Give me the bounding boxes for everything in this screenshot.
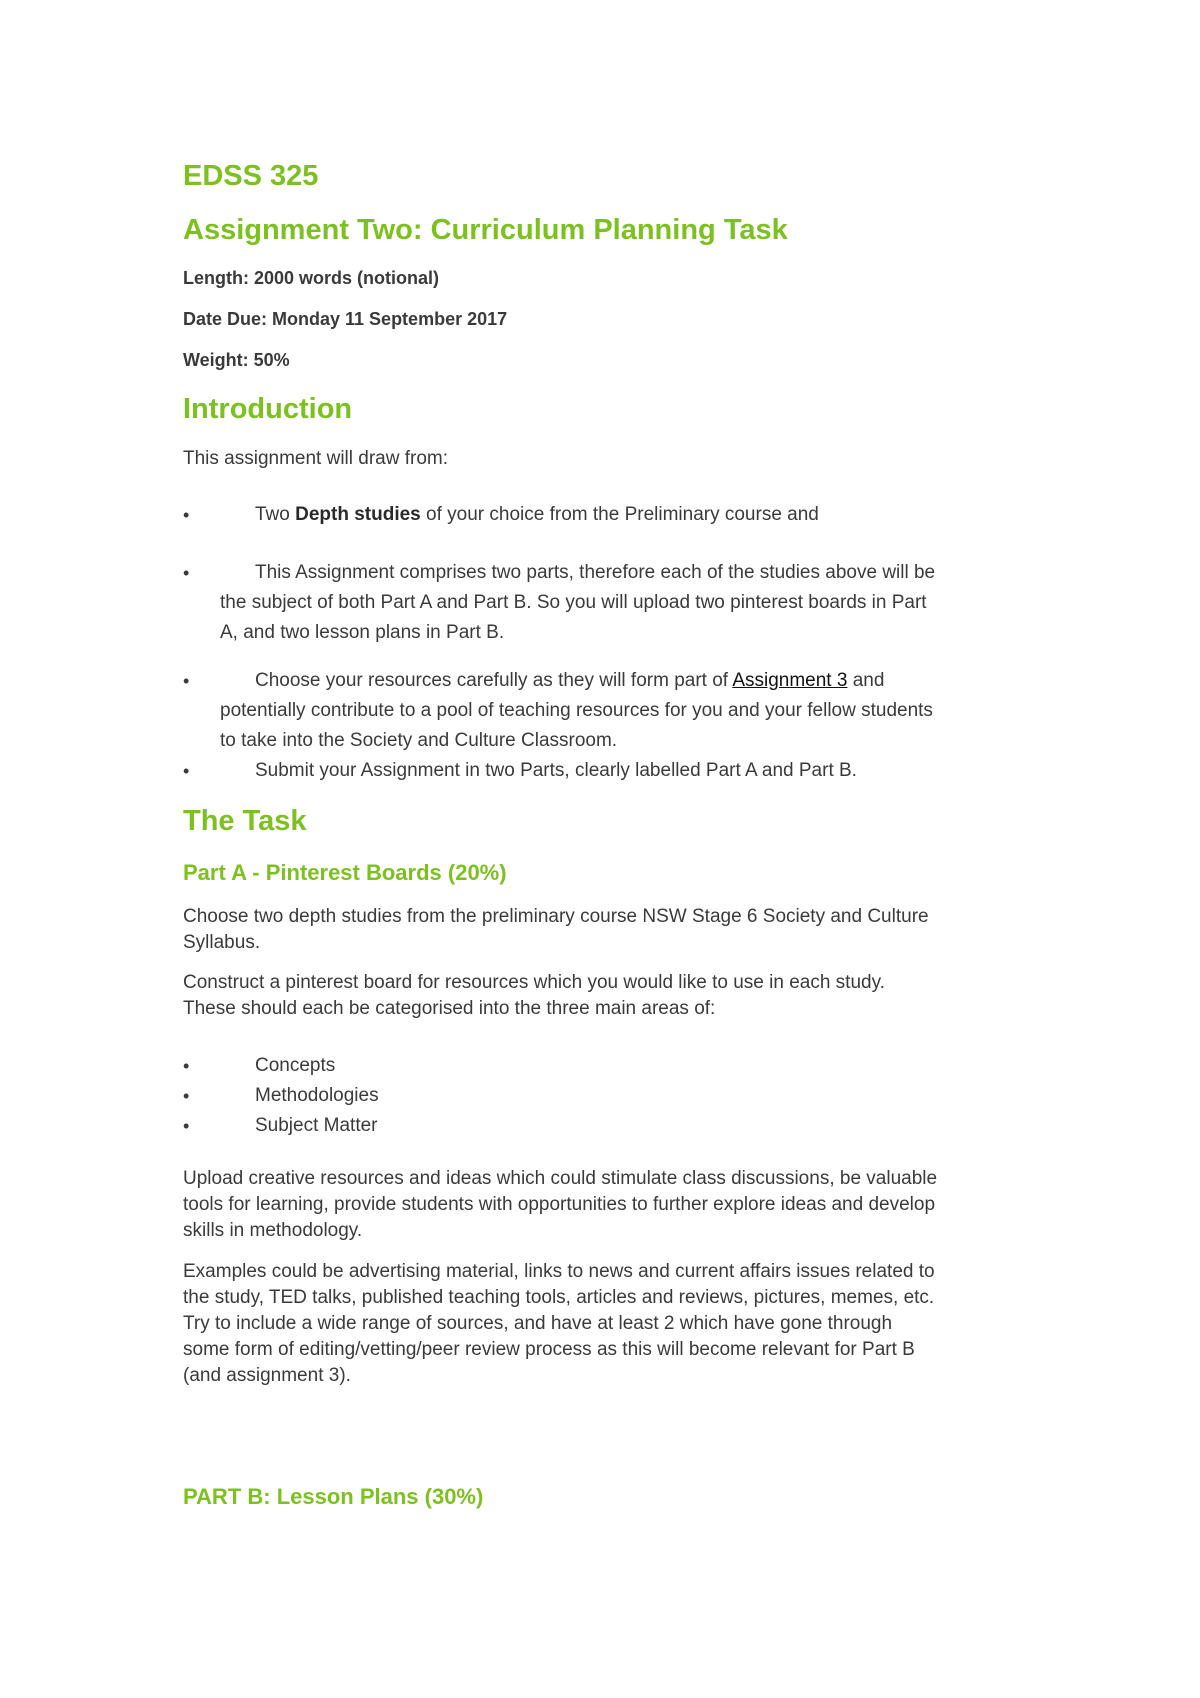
bullet-icon: •	[183, 1086, 190, 1106]
paragraph-line: Try to include a wide range of sources, and have at least 2 which have gone through	[183, 1313, 893, 1334]
weight-line: Weight: 50%	[183, 350, 290, 370]
paragraph-line: Examples could be advertising material, links to news and current affairs issues related to	[183, 1261, 935, 1282]
bullet-text-line: A, and two lesson plans in Part B.	[220, 622, 505, 643]
paragraph-line: skills in methodology.	[183, 1220, 363, 1241]
paragraph-line: tools for learning, provide students with opportunities to further explore ideas and develop	[183, 1194, 936, 1215]
bullet-icon: •	[183, 1056, 190, 1076]
areas-bullet-list	[183, 1051, 1043, 1141]
bullet-icon: •	[183, 761, 190, 781]
part-a-paragraph-1	[183, 904, 929, 956]
area-label: Subject Matter	[255, 1115, 378, 1136]
area-label: Concepts	[255, 1055, 336, 1076]
intro-bullet-list	[183, 500, 1043, 530]
area-label: Methodologies	[255, 1085, 379, 1106]
list-item	[183, 558, 1043, 648]
bullet-text-line: to take into the Society and Culture Classroom.	[220, 730, 618, 751]
paragraph-line: the study, TED talks, published teaching tools, articles and reviews, pictures, memes, etc.	[183, 1287, 935, 1308]
the-task-heading: The Task	[183, 805, 307, 837]
bullet-icon: •	[183, 671, 190, 691]
intro-bullet-list-2	[183, 558, 1043, 648]
list-item	[183, 1081, 1043, 1111]
bullet-text-part: and	[847, 670, 885, 691]
bullet-text: Submit your Assignment in two Parts, clearly labelled Part A and Part B.	[255, 760, 857, 781]
assignment-3-link[interactable]: Assignment 3	[732, 670, 848, 691]
list-item	[183, 500, 1043, 530]
paragraph-line: Syllabus.	[183, 932, 261, 953]
course-code-heading: EDSS 325	[183, 160, 319, 192]
date-due-line: Date Due: Monday 11 September 2017	[183, 309, 508, 329]
bullet-text-part: Two	[255, 504, 296, 525]
list-item	[183, 756, 1043, 786]
length-line: Length: 2000 words (notional)	[183, 268, 440, 288]
bullet-icon: •	[183, 505, 190, 525]
paragraph-line: some form of editing/vetting/peer review process as this will become relevant for Part B	[183, 1339, 915, 1360]
list-item	[183, 666, 1043, 786]
depth-studies-bold: Depth studies	[295, 504, 421, 525]
bullet-text-part: of your choice from the Preliminary course and	[420, 504, 819, 525]
bullet-text-part: Choose your resources carefully as they will form part of	[255, 670, 733, 691]
paragraph-line: These should each be categorised into the three main areas of:	[183, 998, 716, 1019]
paragraph-line: (and assignment 3).	[183, 1365, 351, 1386]
bullet-text-line	[183, 666, 1043, 696]
part-b-heading: PART B: Lesson Plans (30%)	[183, 1484, 484, 1509]
intro-bullet-list-3	[183, 666, 1043, 786]
part-a-paragraph-2	[183, 970, 885, 1022]
paragraph-line: Choose two depth studies from the preliminary course NSW Stage 6 Society and Culture	[183, 906, 929, 927]
bullet-text-line: the subject of both Part A and Part B. So you will upload two pinterest boards in Part	[220, 592, 927, 613]
bullet-icon: •	[183, 563, 190, 583]
assignment-title-heading: Assignment Two: Curriculum Planning Task	[183, 214, 788, 246]
list-item	[183, 1051, 1043, 1081]
bullet-icon: •	[183, 1116, 190, 1136]
part-a-paragraph-4	[183, 1259, 935, 1389]
intro-lead-text: This assignment will draw from:	[183, 448, 449, 469]
list-item	[183, 1111, 1043, 1141]
paragraph-line: Construct a pinterest board for resources which you would like to use in each study.	[183, 972, 885, 993]
introduction-heading: Introduction	[183, 393, 353, 425]
part-a-heading: Part A - Pinterest Boards (20%)	[183, 860, 507, 885]
bullet-text-line: potentially contribute to a pool of teaching resources for you and your fellow students	[220, 700, 933, 721]
paragraph-line: Upload creative resources and ideas which could stimulate class discussions, be valuable	[183, 1168, 938, 1189]
bullet-text-line: This Assignment comprises two parts, therefore each of the studies above will be	[255, 562, 936, 583]
part-a-paragraph-3	[183, 1166, 937, 1244]
bullet-text	[183, 500, 1043, 530]
